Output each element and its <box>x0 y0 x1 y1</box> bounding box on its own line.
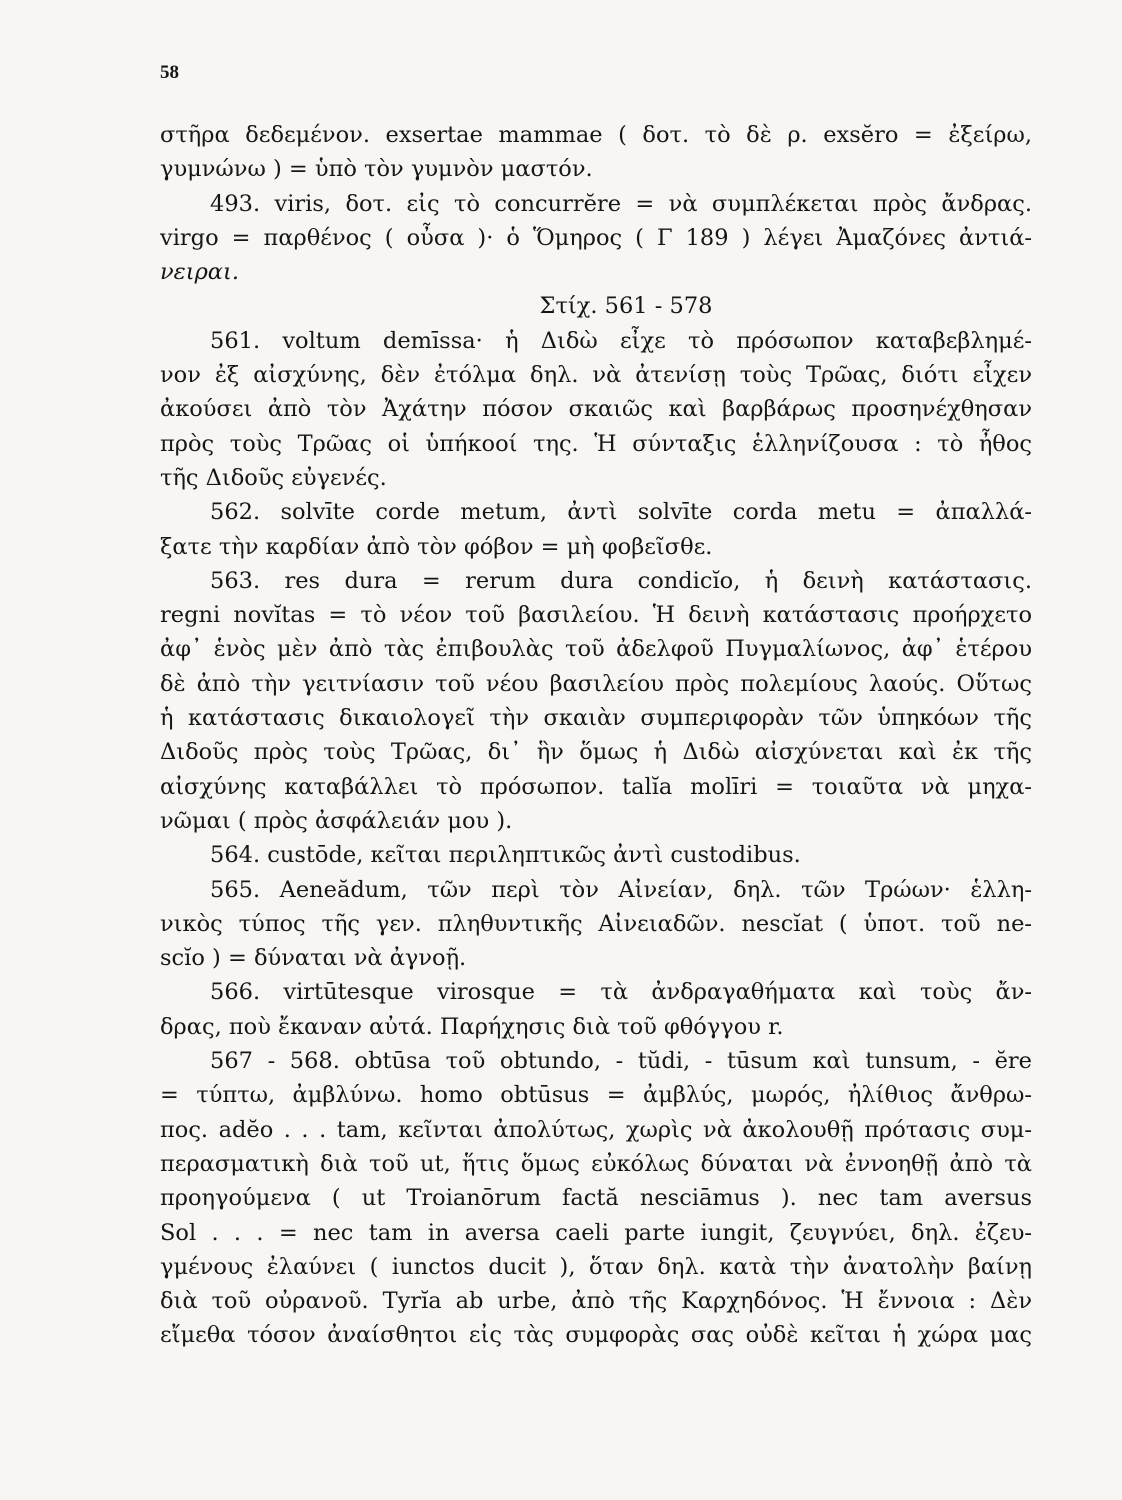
text-line: 563. res dura = rerum dura condicĭo, ἡ δεινὴ κατάστασις. <box>210 567 1032 594</box>
text-line: αἰσχύνης καταβάλλει τὸ πρόσωπον. talĭa molīri = τοιαῦτα νὰ μηχα- <box>160 773 1032 800</box>
text-line: δὲ ἀπὸ τὴν γειτνίασιν τοῦ νέου βασιλείου πρὸς πολεμίους λαούς. Οὕτως <box>160 670 1032 697</box>
text-line: regni novĭtas = τὸ νέον τοῦ βασιλείου. Ἡ δεινὴ κατάστασις προήρχετο <box>160 602 1032 629</box>
text-line: 566. virtūtesque virosque = τὰ ἀνδραγαθήματα καὶ τοὺς ἄν- <box>210 979 1032 1006</box>
text-line: τῆς Διδοῦς εὐγενές. <box>160 464 387 491</box>
text-line: ξατε τὴν καρδίαν ἀπὸ τὸν φόβον = μὴ φοβεῖσθε. <box>160 533 713 560</box>
text-line: 565. Aeneădum, τῶν περὶ τὸν Αἰνείαν, δηλ. τῶν Τρώων· ἑλλη- <box>210 876 1032 903</box>
text-line: 567 - 568. obtūsa τοῦ obtundo, - tŭdi, - tūsum καὶ tunsum, - ĕre <box>210 1048 1032 1075</box>
text-line: νῶμαι ( πρὸς ἀσφάλειάν μου ). <box>160 807 513 834</box>
text-line: πος. adĕo . . . tam, κεῖνται ἀπολύτως, χωρὶς νὰ ἀκολουθῇ πρότασις συμ- <box>160 1116 1032 1143</box>
text-line: Διδοῦς πρὸς τοὺς Τρῶας, δι᾽ ἣν ὅμως ἡ Διδὼ αἰσχύνεται καὶ ἐκ τῆς <box>160 739 1032 766</box>
text-line: γμένους ἐλαύνει ( iunctos ducit ), ὅταν δηλ. κατὰ τὴν ἀνατολὴν βαίνῃ <box>160 1253 1032 1280</box>
text-line: = τύπτω, ἀμβλύνω. homo obtūsus = ἀμβλύς, μωρός, ἠλίθιος ἄνθρω- <box>160 1082 1032 1109</box>
text-line: scĭo ) = δύναται νὰ ἀγνοῇ. <box>160 945 467 972</box>
text-line: δρας, ποὺ ἔκαναν αὐτά. Παρήχησις διὰ τοῦ φθόγγου r. <box>160 1013 784 1040</box>
text-line: 561. voltum demīssa· ἡ Διδὼ εἶχε τὸ πρόσωπον καταβεβλημέ- <box>210 327 1032 354</box>
body-text <box>160 118 1032 1353</box>
text-line: προηγούμενα ( ut Troianōrum factă nesciāmus ). nec tam aversus <box>160 1185 1032 1212</box>
text-line: 562. solvīte corde metum, ἀντὶ solvīte corda metu = ἀπαλλά- <box>210 499 1032 526</box>
text-line: στῆρα δεδεμένον. exsertae mammae ( δοτ. τὸ δὲ ρ. exsĕro = ἐξείρω, <box>160 122 1032 148</box>
text-line: 564. custōde, κεῖται περιληπτικῶς ἀντὶ custodibus. <box>210 842 801 869</box>
text-line: 493. viris, δοτ. εἰς τὸ concurrĕre = νὰ συμπλέκεται πρὸς ἄνδρας. <box>210 190 1032 217</box>
text-line: ἀκούσει ἀπὸ τὸν Ἀχάτην πόσον σκαιῶς καὶ βαρβάρως προσηνέχθησαν <box>160 396 1032 423</box>
text-line: virgo = παρθένος ( οὖσα )· ὁ Ὅμηρος ( Γ 189 ) λέγει Ἀμαζόνες ἀντιά- <box>160 224 1032 251</box>
text-line: ἡ κατάστασις δικαιολογεῖ τὴν σκαιὰν συμπεριφορὰν τῶν ὑπηκόων τῆς <box>160 705 1032 732</box>
page-number: 58 <box>160 62 179 83</box>
text-line: νειραι. <box>160 259 239 286</box>
text-line: γυμνώνω ) = ὑπὸ τὸν γυμνὸν μαστόν. <box>160 156 593 183</box>
section-heading: Στίχ. 561 - 578 <box>539 293 713 320</box>
text-line: ἀφ᾽ ἑνὸς μὲν ἀπὸ τὰς ἐπιβουλὰς τοῦ ἀδελφοῦ Πυγμαλίωνος, ἀφ᾽ ἑτέρου <box>160 636 1032 663</box>
text-line: νικὸς τύπος τῆς γεν. πληθυντικῆς Αἰνειαδῶν. nescĭat ( ὑποτ. τοῦ ne- <box>160 910 1032 937</box>
text-line: Sol . . . = nec tam in aversa caeli parte iungit, ζευγνύει, δηλ. ἐζευ- <box>160 1219 1032 1246</box>
text-line: διὰ τοῦ οὐρανοῦ. Tyrĭa ab urbe, ἀπὸ τῆς Καρχηδόνος. Ἡ ἔννοια : Δὲν <box>160 1288 1032 1315</box>
text-line: εἴμεθα τόσον ἀναίσθητοι εἰς τὰς συμφορὰς σας οὐδὲ κεῖται ἡ χώρα μας <box>160 1322 1032 1349</box>
text-line: περασματικὴ διὰ τοῦ ut, ἥτις ὅμως εὐκόλως δύναται νὰ ἐννοηθῇ ἀπὸ τὰ <box>160 1150 1032 1177</box>
text-line: νον ἐξ αἰσχύνης, δὲν ἐτόλμα δηλ. νὰ ἀτενίσῃ τοὺς Τρῶας, διότι εἶχεν <box>160 362 1032 389</box>
text-line: πρὸς τοὺς Τρῶας οἱ ὑπήκοοί της. Ἡ σύνταξις ἑλληνίζουσα : τὸ ἦθος <box>160 430 1032 457</box>
